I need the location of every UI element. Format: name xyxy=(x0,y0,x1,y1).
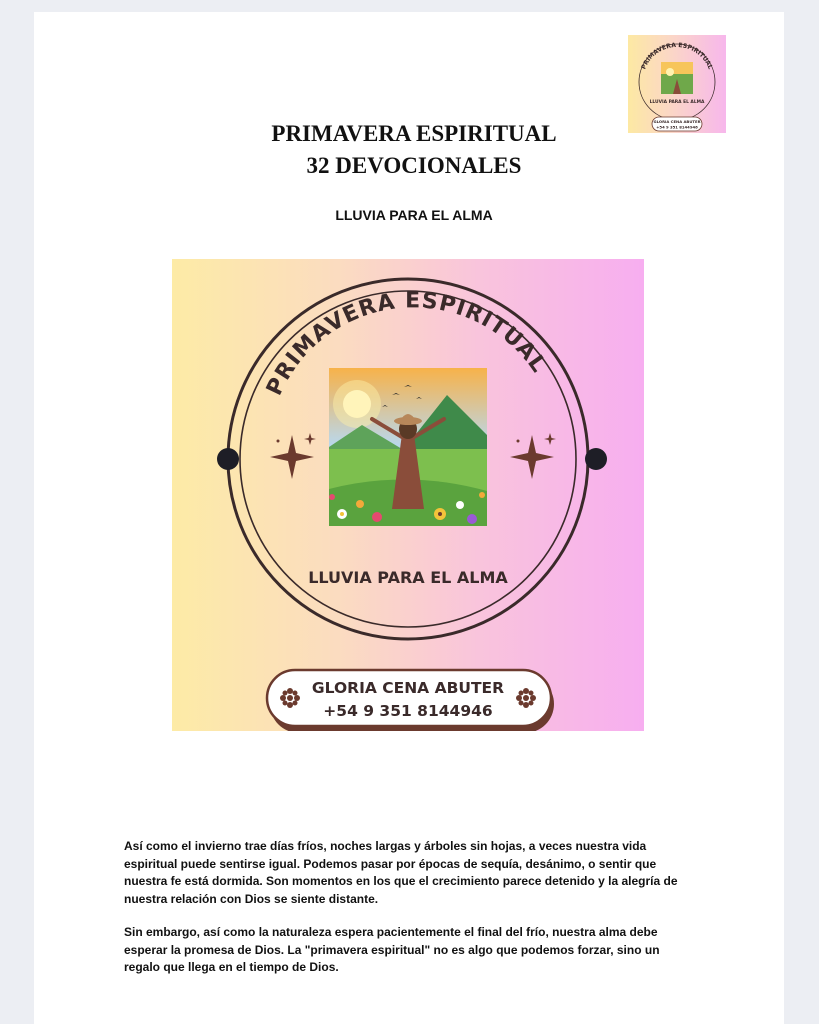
right-dot xyxy=(585,448,607,470)
cover-arc-title: PRIMAVERA ESPIRITUAL xyxy=(262,288,552,400)
thumbnail-arc-title: PRIMAVERA ESPIRITUAL xyxy=(640,41,714,71)
thumbnail-phone: +54 9 351 8144946 xyxy=(656,124,698,130)
author-name: GLORIA CENA ABUTER xyxy=(311,679,505,697)
document-page xyxy=(34,12,784,1024)
title-line-1: PRIMAVERA ESPIRITUAL xyxy=(271,121,557,146)
right-sparkle-icon xyxy=(510,433,556,479)
left-sparkle-icon xyxy=(270,433,316,479)
title-line-2: 32 DEVOCIONALES xyxy=(306,153,522,178)
document-title xyxy=(34,118,794,182)
paragraph-2: Sin embargo, así como la naturaleza espera pacientemente el final del frío, nuestra alma debe esperar la promesa de Dios. La "primavera espiritual" no es algo que podemos forzar, sino un regalo que llega en el tiempo de Dios. xyxy=(124,925,660,974)
paragraph-1: Así como el invierno trae días fríos, noches largas y árboles sin hojas, a veces nuestra vida espiritual puede sentirse igual. Podemos pasar por épocas de sequía, desánimo, o sentir que nuestra fe está dormida. Son momentos en los que el crecimiento parece detenido y la alegría de nuestra relación con Dios se siente distante. xyxy=(124,839,678,906)
cover-tagline: LLUVIA PARA EL ALMA xyxy=(308,568,508,587)
spring-landscape-illustration xyxy=(329,368,487,526)
thumbnail-tagline: LLUVIA PARA EL ALMA xyxy=(649,100,705,105)
body-text xyxy=(124,838,694,993)
left-dot xyxy=(217,448,239,470)
cover-graphic xyxy=(172,259,644,731)
document-subtitle: LLUVIA PARA EL ALMA xyxy=(335,207,493,223)
cover-image xyxy=(172,259,644,731)
author-badge xyxy=(267,670,554,731)
author-phone: +54 9 351 8144946 xyxy=(323,702,493,720)
thumbnail-author: GLORIA CENA ABUTER xyxy=(653,119,701,124)
